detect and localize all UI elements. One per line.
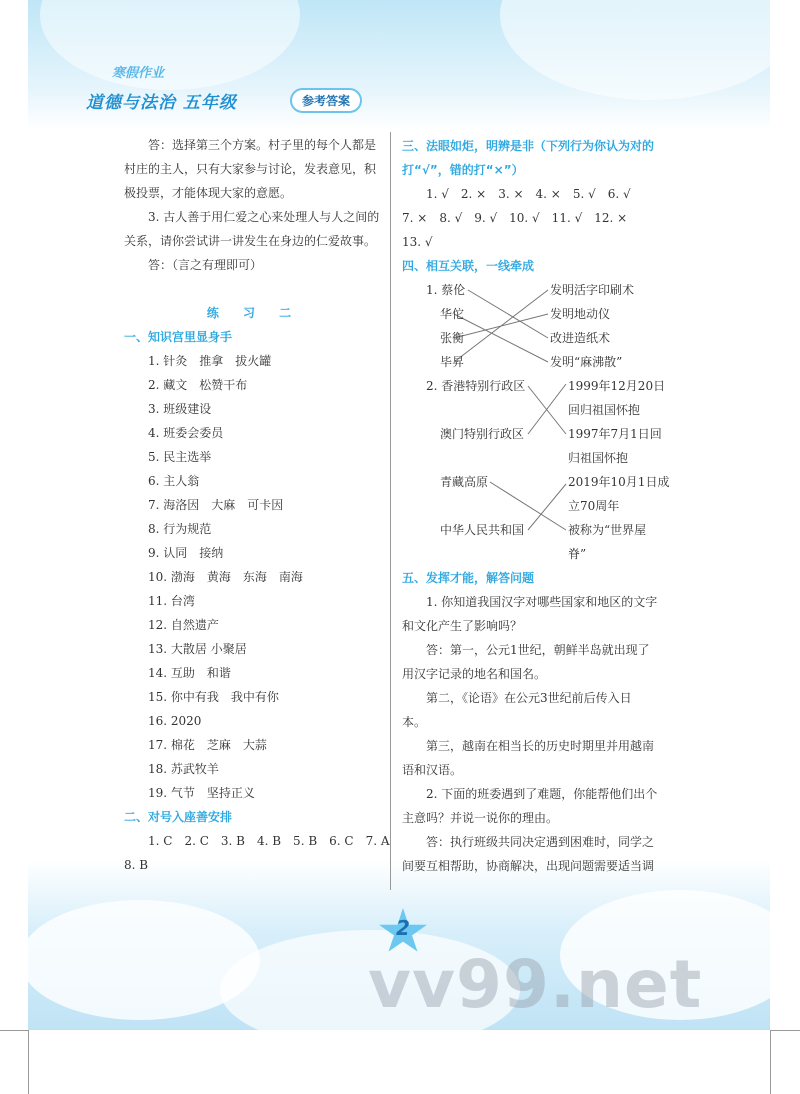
match-right-item: 归祖国怀抱 [568, 451, 629, 465]
text-line: 18. 苏武牧羊 [148, 762, 219, 776]
text-line: 16. 2020 [148, 714, 202, 728]
text-line: 4. 班委会委员 [148, 426, 224, 440]
text-line: 14. 互助 和谐 [148, 666, 231, 680]
text-line: 10. 渤海 黄海 东海 南海 [148, 570, 303, 584]
text-line: 13. √ [402, 235, 433, 249]
match-left-item: 澳门特别行政区 [440, 427, 525, 441]
left-column [124, 133, 390, 877]
text-line: 8. 行为规范 [148, 522, 212, 536]
match-right-item: 改进造纸术 [550, 331, 611, 345]
text-line: 第三，越南在相当长的历史时期里并用越南 [426, 739, 655, 753]
text-line: 1. C 2. C 3. B 4. B 5. B 6. C 7. A [148, 834, 390, 848]
match-left-item: 华佗 [440, 307, 465, 321]
match-left-item: 1. 蔡伦 [426, 283, 466, 297]
answer-key-badge: 参考答案 [290, 88, 362, 113]
match-left-item: 2. 香港特别行政区 [426, 379, 526, 393]
match-right-item: 1999年12月20日 [568, 379, 666, 393]
text-line: 1. 你知道我国汉字对哪些国家和地区的文字 [426, 595, 658, 609]
text-line: 答：第一，公元1世纪，朝鲜半岛就出现了 [426, 643, 650, 657]
match-right-item: 立70周年 [568, 499, 620, 513]
text-line: 答：执行班级共同决定遇到困难时，同学之 [426, 835, 655, 849]
right-column [402, 134, 670, 878]
section-heading: 三、法眼如炬，明辨是非（下列行为你认为对的 [402, 139, 655, 153]
text-line: 用汉字记录的地名和国名。 [402, 667, 547, 681]
section-heading: 二、对号入座善安排 [124, 810, 233, 824]
book-title: 道德与法治 五年级 [86, 93, 237, 113]
text-line: 第二，《论语》在公元3世纪前后传入日 [426, 691, 632, 705]
match-left-item: 中华人民共和国 [440, 523, 525, 537]
text-line: 6. 主人翁 [148, 474, 200, 488]
text-line: 3. 古人善于用仁爱之心来处理人与人之间的 [148, 210, 380, 224]
match-right-item: 发明活字印刷术 [550, 283, 635, 297]
text-line: 19. 气节 坚持正义 [148, 786, 255, 800]
text-line: 主意吗？并说一说你的理由。 [402, 811, 559, 825]
text-line: 答：选择第三个方案。村子里的每个人都是 [148, 138, 377, 152]
section-heading: 打“√”，错的打“×”） [402, 163, 524, 177]
page-number: 2 [396, 916, 410, 940]
text-line: 5. 民主选举 [148, 450, 212, 464]
answer-text [402, 590, 670, 878]
text-line: 1. 针灸 推拿 拔火罐 [148, 354, 272, 368]
text-line: 7. 海洛因 大麻 可卡因 [148, 498, 284, 512]
crop-mark [28, 1030, 29, 1094]
match-left-item: 张衡 [440, 331, 465, 345]
text-line: 2. 藏文 松赞干布 [148, 378, 248, 392]
match-right-item: 发明“麻沸散” [550, 355, 623, 369]
match-right-item: 脊” [568, 547, 587, 561]
crop-mark [770, 1030, 771, 1094]
text-line: 13. 大散居 小聚居 [148, 642, 247, 656]
text-line: 2. 下面的班委遇到了难题，你能帮他们出个 [426, 787, 658, 801]
series-title: 寒假作业 [112, 66, 165, 81]
text-line: 7. × 8. √ 9. √ 10. √ 11. √ 12. × [402, 211, 628, 225]
match-right-item: 发明地动仪 [550, 307, 611, 321]
match-left-item: 青藏高原 [440, 475, 489, 489]
exercise-title: 练 习 二 [206, 306, 302, 320]
text-line: 12. 自然遗产 [148, 618, 219, 632]
section-heading: 四、相互关联，一线牵成 [402, 259, 535, 273]
section-heading: 一、知识宫里显身手 [124, 330, 233, 344]
text-line: 3. 班级建设 [148, 402, 212, 416]
match-right-item: 被称为“世界屋 [568, 523, 647, 537]
text-line: 17. 棉花 芝麻 大蒜 [148, 738, 267, 752]
text-line: 极投票，才能体现大家的意愿。 [124, 186, 293, 200]
text-line: 语和汉语。 [402, 763, 463, 777]
text-line: 9. 认同 接纳 [148, 546, 224, 560]
match-right-item: 2019年10月1日成 [568, 475, 670, 489]
matching-exercise-2 [402, 374, 670, 566]
text-line: 11. 台湾 [148, 594, 195, 608]
text-line: 村庄的主人，只有大家参与讨论，发表意见，积 [124, 162, 377, 176]
text-line: 1. √ 2. × 3. × 4. × 5. √ 6. √ [426, 187, 631, 201]
text-line: 间要互相帮助，协商解决，出现问题需要适当调 [402, 859, 655, 873]
matching-exercise-1 [402, 278, 670, 374]
column-divider [390, 132, 391, 890]
text-line: 答：（言之有理即可） [148, 258, 263, 272]
text-line: 关系，请你尝试讲一讲发生在身边的仁爱故事。 [124, 234, 377, 248]
text-line: 15. 你中有我 我中有你 [148, 690, 279, 704]
match-right-item: 1997年7月1日回 [568, 427, 662, 441]
crop-mark [0, 1030, 28, 1031]
match-right-item: 回归祖国怀抱 [568, 403, 641, 417]
text-line: 本。 [402, 715, 427, 729]
match-left-item: 毕昇 [440, 355, 465, 369]
section-heading: 五、发挥才能，解答问题 [402, 571, 535, 585]
answer-list [124, 349, 384, 805]
crop-mark [770, 1030, 800, 1031]
text-line: 8. B [124, 858, 149, 872]
text-line: 和文化产生了影响吗？ [402, 619, 523, 633]
watermark: vv99.net [368, 946, 703, 1023]
